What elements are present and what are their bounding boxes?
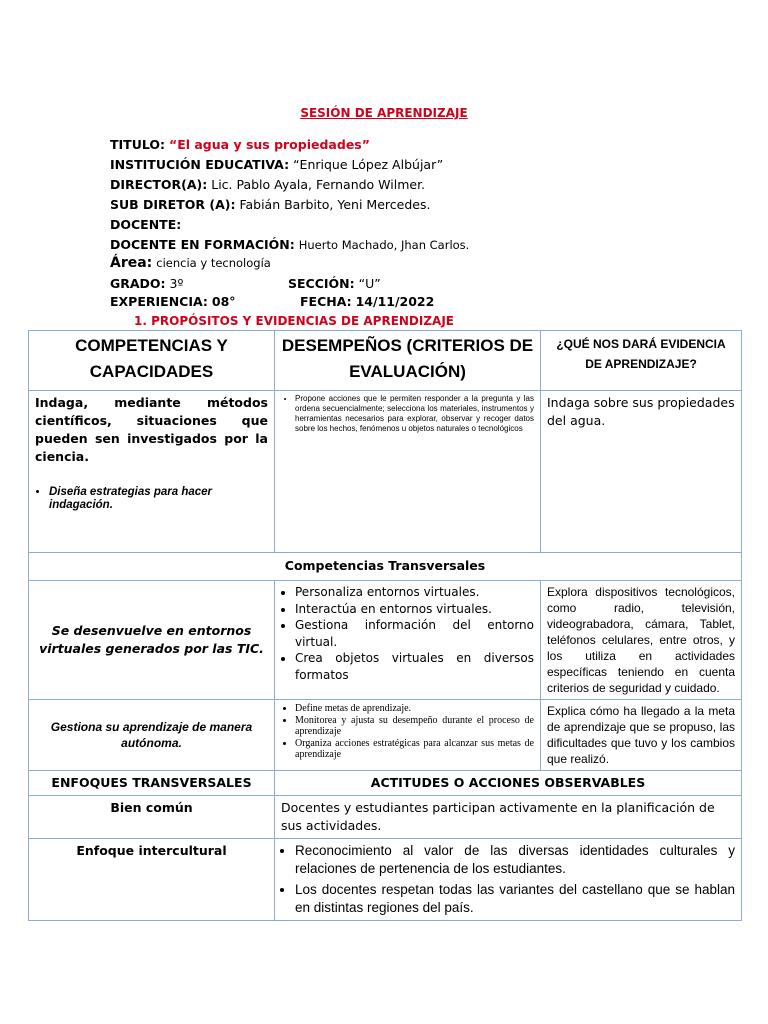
evidencia-tic: Explora dispositivos tecnológicos, como radio, televisión, videograbadora, cámara, Tablet, teléfonos celulares, entre otros, y los utiliza en actividades específicas teniendo en cuenta criterios de seguridad y cuidado. — [547, 585, 735, 695]
autonomo-desempenos-cell — [275, 700, 541, 771]
learning-table — [28, 330, 742, 921]
competencia-indaga: Indaga, mediante métodos científicos, situaciones que pueden sen investigados por la ciencia. — [35, 395, 268, 464]
tic-desempenos-cell — [275, 581, 541, 700]
actitud-bien-comun: Docentes y estudiantes participan activamente en la planificación de sus actividades. — [275, 796, 742, 839]
header-institucion: INSTITUCIÓN EDUCATIVA: “Enrique López Albújar” — [110, 157, 444, 172]
header-titulo: TITULO: “El agua y sus propiedades” — [110, 137, 370, 152]
evidencia-indaga: Indaga sobre sus propiedades del agua. — [547, 395, 735, 428]
document-title: SESIÓN DE APRENDIZAJE — [300, 106, 468, 120]
header-desempenos: DESEMPEÑOS (CRITERIOS DE EVALUACIÓN) — [275, 331, 541, 391]
header-experiencia: EXPERIENCIA: 08° — [110, 294, 236, 309]
actitudes-header: ACTITUDES O ACCIONES OBSERVABLES — [275, 771, 742, 796]
actitudes-intercultural-cell — [275, 839, 742, 921]
header-docente: DOCENTE: — [110, 217, 182, 232]
intercultural-item: • Los docentes respetan todas las variantes del castellano que se hablan en distintas regiones del país. — [295, 881, 735, 917]
table-row — [29, 771, 742, 796]
enfoque-intercultural: Enfoque intercultural — [29, 839, 275, 921]
enfoque-bien-comun: Bien común — [29, 796, 275, 839]
autonomo-evidencia-cell — [541, 700, 742, 771]
header-evidencia: ¿QUÉ NOS DARÁ EVIDENCIA DE APRENDIZAJE? — [541, 331, 742, 391]
table-row — [29, 553, 742, 581]
enfoques-header: ENFOQUES TRANSVERSALES — [29, 771, 275, 796]
autonomo-competencia-cell — [29, 700, 275, 771]
table-row — [29, 796, 742, 839]
tic-desempeno-item: • Crea objetos virtuales en diversos formatos — [295, 650, 534, 683]
tic-desempeno-item: • Gestiona información del entorno virtual. — [295, 617, 534, 650]
header-seccion: SECCIÓN: “U” — [288, 276, 381, 291]
tic-desempeno-item: • Personaliza entornos virtuales. — [295, 584, 534, 601]
tic-competencia-cell — [29, 581, 275, 700]
tic-desempeno-item: • Interactúa en entornos virtuales. — [295, 601, 534, 618]
desempeno-cell — [275, 391, 541, 553]
autonomo-desempeno-item: • Define metas de aprendizaje. — [295, 703, 534, 715]
autonomo-desempeno-item: • Monitorea y ajusta su desempeño durante el proceso de aprendizaje — [295, 715, 534, 738]
table-row — [29, 581, 742, 700]
table-row — [29, 700, 742, 771]
header-grado: GRADO: 3º — [110, 276, 184, 291]
header-competencias: COMPETENCIAS Y CAPACIDADES — [29, 331, 275, 391]
section-1-title: 1. PROPÓSITOS Y EVIDENCIAS DE APRENDIZAJE — [134, 314, 455, 328]
header-area: Área: ciencia y tecnología — [110, 255, 271, 271]
competencia-tic: Se desenvuelve en entornos virtuales generados por las TIC. — [39, 623, 264, 656]
competencia-autonomo: Gestiona su aprendizaje de manera autónoma. — [50, 720, 253, 750]
table-row — [29, 839, 742, 921]
header-fecha: FECHA: 14/11/2022 — [300, 294, 435, 309]
autonomo-desempeno-item: • Organiza acciones estratégicas para alcanzar sus metas de aprendizaje — [295, 738, 534, 761]
evidencia-cell — [541, 391, 742, 553]
desempeno-propone: • Propone acciones que le permiten responder a la pregunta y las ordena secuencialmente; selecciona los materiales, instrumentos y herramientas necesarios para explorar, observar y recoger datos sobre los hechos, fenómenos u objetos naturales o tecnológicos — [295, 394, 534, 434]
transversales-title: Competencias Transversales — [29, 553, 742, 581]
competencia-cell — [29, 391, 275, 553]
evidencia-autonomo: Explica cómo ha llegado a la meta de aprendizaje que se propuso, las dificultades que tuvo y los cambios que realizó. — [547, 704, 735, 766]
header-director: DIRECTOR(A): Lic. Pablo Ayala, Fernando Wilmer. — [110, 177, 426, 192]
tic-evidencia-cell — [541, 581, 742, 700]
table-header-row — [29, 331, 742, 391]
capacidad-disena: • Diseña estrategias para hacer indagación. — [49, 486, 268, 512]
table-row — [29, 391, 742, 553]
intercultural-item: • Reconocimiento al valor de las diversas identidades culturales y relaciones de pertenencia de los estudiantes. — [295, 842, 735, 878]
header-subdirector: SUB DIRETOR (A): Fabián Barbito, Yeni Mercedes. — [110, 197, 431, 212]
header-docente-formacion: DOCENTE EN FORMACIÓN: Huerto Machado, Jhan Carlos. — [110, 237, 470, 252]
